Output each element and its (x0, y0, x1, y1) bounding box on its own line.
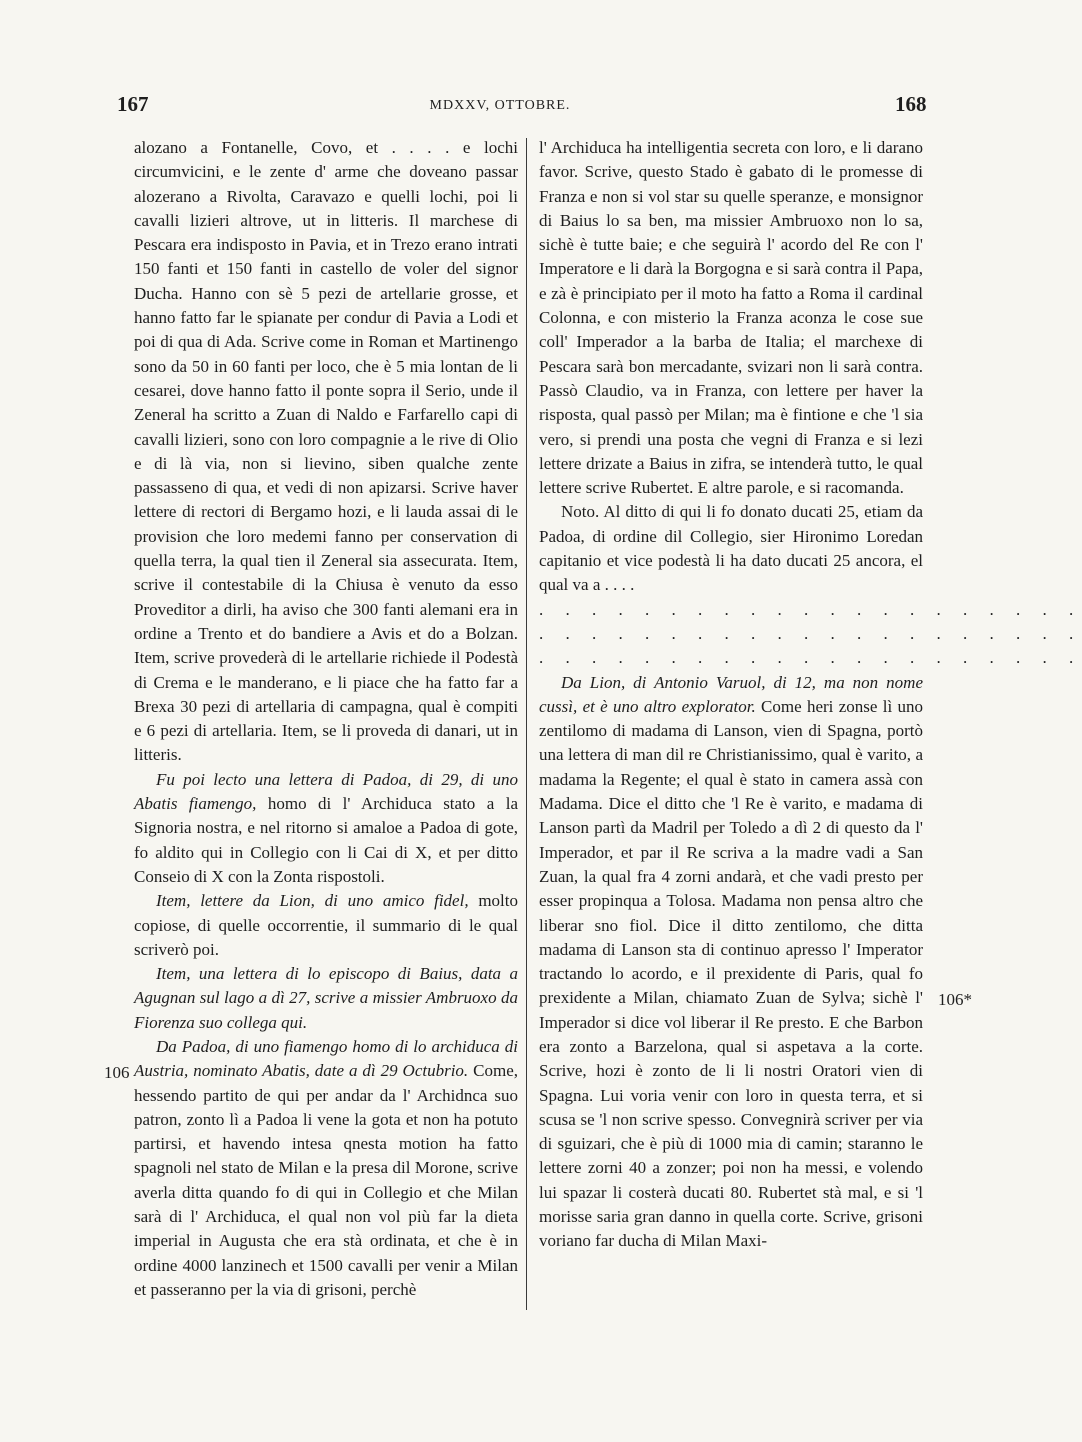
page-number-right: 168 (895, 92, 927, 116)
ellipsis-line: . . . . . . . . . . . . . . . . . . . . . (539, 599, 1082, 619)
paragraph-heading: Item, lettere da Lion, di uno amico fidel, (156, 891, 469, 911)
paragraph-heading: Da Lion, di Antonio Varuol, di 12, ma non nome cussì, et è uno altro explorator. (539, 672, 923, 716)
paragraph: Noto. Al ditto di qui li fo donato ducati 25, etiam da Padoa, di ordine dil Collegio, sier Hironimo Loredan capitanio et vice podestà li ha dato ducati 25 ancora, el qual va a . . . . (539, 502, 923, 595)
paragraph-body: molto copiose, di quelle occorrentie, il summario di le qual scriverò poi. (134, 891, 518, 959)
paragraph: alozano a Fontanelle, Covo, et . . . . e lochi circumvicini, e le zente d' arme che doveano passar alozerano a Rivolta, Caravazo e quelli lochi, poi li cavalli lizieri altrove, ut in litteris. Il marchese di Pescara era indisposto in Pavia, et in Trezo erano intrati 150 fanti et 150 fanti in castello de voler del signor Ducha. Hanno con sè 5 pezi de artellarie grosse, et hanno fatto far le spianate per condur di Pavia a Lodi et poi di qua di Ada. Scrive come in Roman et Martinengo sono da 50 in 60 fanti per loco, che è 5 mia lontan de li cesarei, dove hanno fatto il ponte sopra il Serio, unde il Zeneral ha scritto a Zuan di Naldo e Farfarello capi di cavalli lizieri, sono con loro compagnie a le rive di Olio e di là via, non si lievino, siben qualche zente passasseno di qua, et vedi di non apizarsi. Scrive haver lettere di rectori di Bergamo hozi, e li lauda assai di le provision che loro medemi fanno per conservation di quella terra, la qual tien il Zeneral sia assecurata. Item, scrive il contestabile di la Chiusa è venuto da esso Proveditor a dirli, ha aviso che 300 fanti alemani era in ordine a Trento et do bandiere a Avis et do a Bolzan. Item, scrive proveder​à di le artellarie richiede il Podestà di Crema e le manderano, e li piace che ha fatto far a Brexa 30 pezi di artellaria di campagna, qual è compiti e 6 pezi di artellaria. Item, se li proveda di danari, ut in litteris. (134, 138, 518, 765)
ellipsis-line: . . . . . . . . . . . . . . . . . . . . . (539, 623, 1082, 643)
paragraph (134, 889, 518, 962)
paragraph-heading: Fu poi lecto una lettera di Padoa, di 29, di uno Abatis fiamengo, (134, 769, 518, 814)
column-divider (526, 138, 527, 1310)
paragraph-body: Come, hessendo partito de qui per andar da l' Archidnca suo patron, zonto lì a Padoa li vene la gota et non ha potuto partirsi, et havendo intesa qnesta motion ha fatto spagnoli nel stato de Milan e la presa dil Morone, scrive averla ditta quando fo di qui in Collegio et che Milan sarà di l' Archiduca, el qual non vol più far la dieta imperial in Augusta che era stà ordinata, et che è in ordine 4000 lanzinech et 1500 cavalli per venir a Milan et passeranno per la via di grisoni, perchè (134, 1061, 518, 1299)
paragraph (134, 1035, 518, 1302)
paragraph-heading: Da Padoa, di uno fiamengo homo di lo archiduca di Austria, nominato Abatis, date a dì 29 Octubrio. (134, 1036, 518, 1081)
paragraph-body: homo di l' Archiduca stato a la Signoria nostra, e nel ritorno si amaloe a Padoa di gote, fo aldito qui in Collegio con li Cai di X, et per ditto Conseio di X con la Zonta rispostoli. (134, 794, 518, 886)
margin-number-left: 106 (104, 1063, 130, 1082)
paragraph: Item, una lettera di lo episcopo di Baius, data a Agugnan sul lago a dì 27, scrive a missier Ambruoxo da Fiorenza suo collega qui. (134, 964, 518, 1032)
ellipsis-line: . . . . . . . . . . . . . . . . . . . . . (539, 648, 1082, 668)
paragraph-body: Come heri zonse lì uno zentilomo di madama di Lanson, vien di Spagna, portò una lettera di man dil re Christianissimo, qual è varito, a madama la Regente; el qual è stato in camera assà con Madama. Dice el ditto che 'l Re è varito, e madama di Lanson partì da Madril per Toledo a dì 2 di questo da l' Imperador, et par il Re scriva a la madre vadi a San Zuan, la qual fra 4 zorni andarà, et che vadi presto per esser propinqua a Tolosa. Madama non pensa altro che liberar sno fiol. Dice il ditto zentilomo, che ditta madama di Lanson sta di continuo apresso l' Imperator tractando lo acordo, e il prexidente di Paris, qual fo prexidente a Milan, chiamato Zuan de Sylva; sichè l' Imperador si dice vol liberar il Re presto. E che Barbon era zonto a Barzelona, qual si aspetava a la corte. Scrive, hozi è zonto de li li nostri Oratori vien di Spagna. Lui voria venir con loro in questa terra, et si scusa se 'l non scrive spesso. Convegnirà scriver per via di sguizari, che è più di 1000 mia di camin; staranno le lettere zorni 40 a zonzer; poi non ha messi, e volendo lui spazar li costerà ducati 80. Rubertet stà mal, e si 'l morisse saria gran danno in quella corte. Scrive, grisoni voriano far ducha di Milan Maxi- (539, 696, 923, 1251)
paragraph: l' Archiduca ha intelligentia secreta con loro, e li darano favor. Scrive, questo Stado è gabato di le promesse di Franza e non si vol star su quelle speranze, e monsignor di Baius lo sa ben, ma missier Ambruoxo non lo sa, sichè è tutte baie; e che seguirà l' acordo del Re con l' Imperatore e li darà la Borgogna e si sarà contra il Papa, e zà è principiato per il moto ha fatto a Roma il cardinal Colonna, e con misterio la Franza aconza le cose sue coll' Imperador a la barba de Italia; el marchexe di Pescara sarà bon mercadante, svizari non li sarà contra. Passò Claudio, va in Franza, con lettere per haver la risposta, qual passò per Milan; ma è fintione e che 'l sia vero, si prendi una posta che vegni di Franza e si lezi lettere drizate a Baius in zifra, se intenderà tutto, le qual lettere scrive Rubertet. E altre parole, e si racomanda. (539, 138, 923, 498)
margin-number-right: 106* (938, 990, 972, 1009)
page-number-left: 167 (117, 92, 149, 116)
paragraph (539, 671, 923, 1254)
paragraph (134, 768, 518, 889)
left-column (134, 136, 518, 1302)
running-header: MDXXV, OTTOBRE. (429, 98, 571, 113)
